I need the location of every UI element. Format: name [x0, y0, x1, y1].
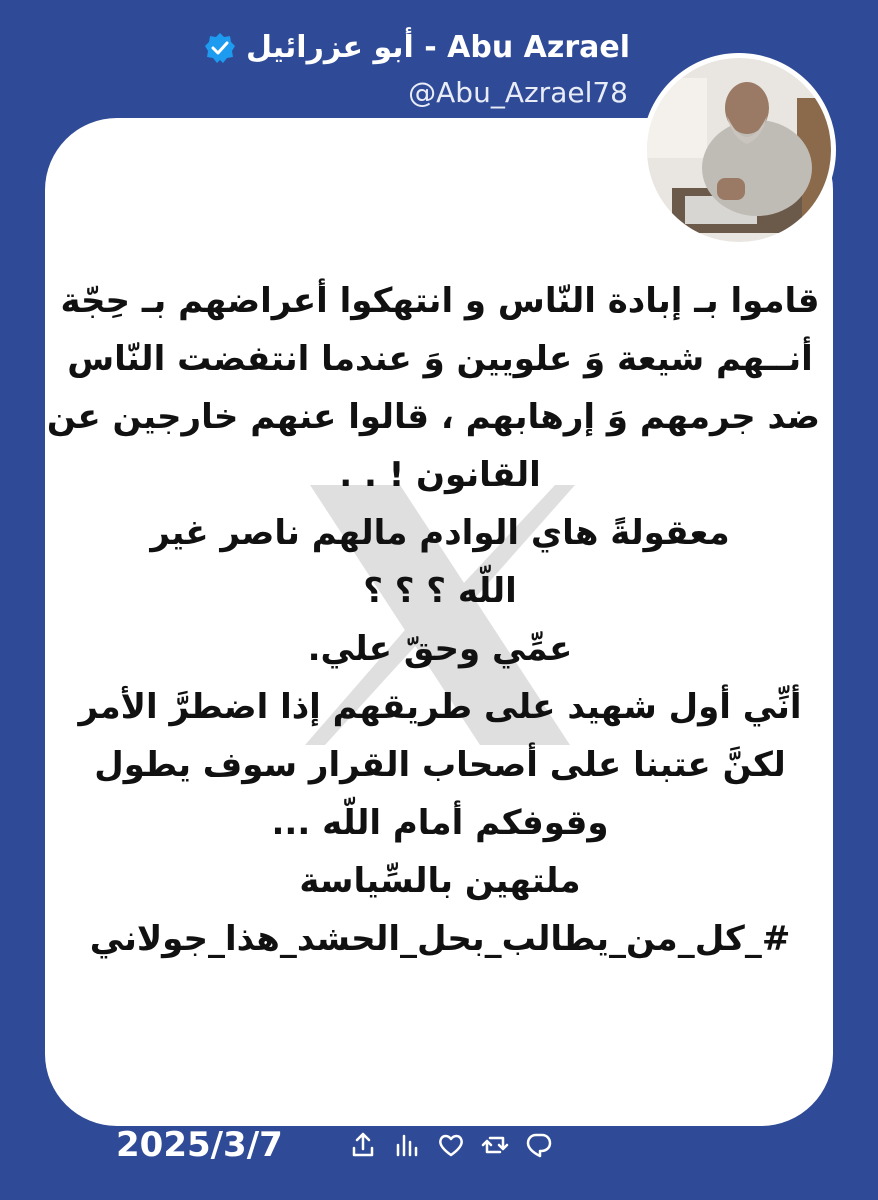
reply-button[interactable]	[524, 1130, 554, 1160]
reply-icon	[524, 1130, 554, 1160]
share-icon	[348, 1130, 378, 1160]
verified-badge-icon	[204, 32, 236, 64]
like-icon	[436, 1130, 466, 1160]
avatar-photo-icon	[647, 58, 831, 242]
tweet-line: أنِّي أول شهيد على طريقهم إذا اضطرَّ الأمر	[78, 687, 802, 727]
tweet-line: عمِّي وحقّ علي.	[307, 629, 573, 669]
share-button[interactable]	[348, 1130, 378, 1160]
tweet-line: وقوفكم أمام اللّه ...	[271, 803, 609, 843]
hashtag-link[interactable]: #_كل_من_يطالب_بحل_الحشد_هذا_جولاني	[89, 919, 791, 959]
tweet-line: القانون ! . .	[339, 455, 541, 495]
tweet-text	[46, 272, 820, 968]
views-icon	[392, 1130, 422, 1160]
tweet-line: قاموا بـ إبادة النّاس و انتهكوا أعراضهم بـ حِجّة	[60, 281, 820, 321]
display-name-row[interactable]	[204, 30, 630, 65]
tweet-line: معقولةً هاي الوادم مالهم ناصر غير	[150, 513, 730, 553]
action-bar	[348, 1130, 554, 1160]
post-date: 2025/3/7	[116, 1125, 283, 1165]
tweet-line: ضد جرمهم وَ إرهابهم ، قالوا عنهم خارجين عن	[46, 397, 820, 437]
retweet-icon	[480, 1130, 510, 1160]
avatar[interactable]	[647, 58, 831, 242]
retweet-button[interactable]	[480, 1130, 510, 1160]
tweet-line: أنــهم شيعة وَ علويين وَ عندما انتفضت النّاس	[67, 339, 813, 379]
user-handle[interactable]: @Abu_Azrael78	[408, 76, 628, 109]
display-name: أبو عزرائيل - Abu Azrael	[246, 30, 630, 65]
views-button[interactable]	[392, 1130, 422, 1160]
tweet-line: اللّه ؟ ؟ ؟	[363, 571, 517, 611]
tweet-line: ملتهين بالسِّياسة	[299, 861, 581, 901]
tweet-line: لكنَّ عتبنا على أصحاب القرار سوف يطول	[94, 745, 786, 785]
like-button[interactable]	[436, 1130, 466, 1160]
